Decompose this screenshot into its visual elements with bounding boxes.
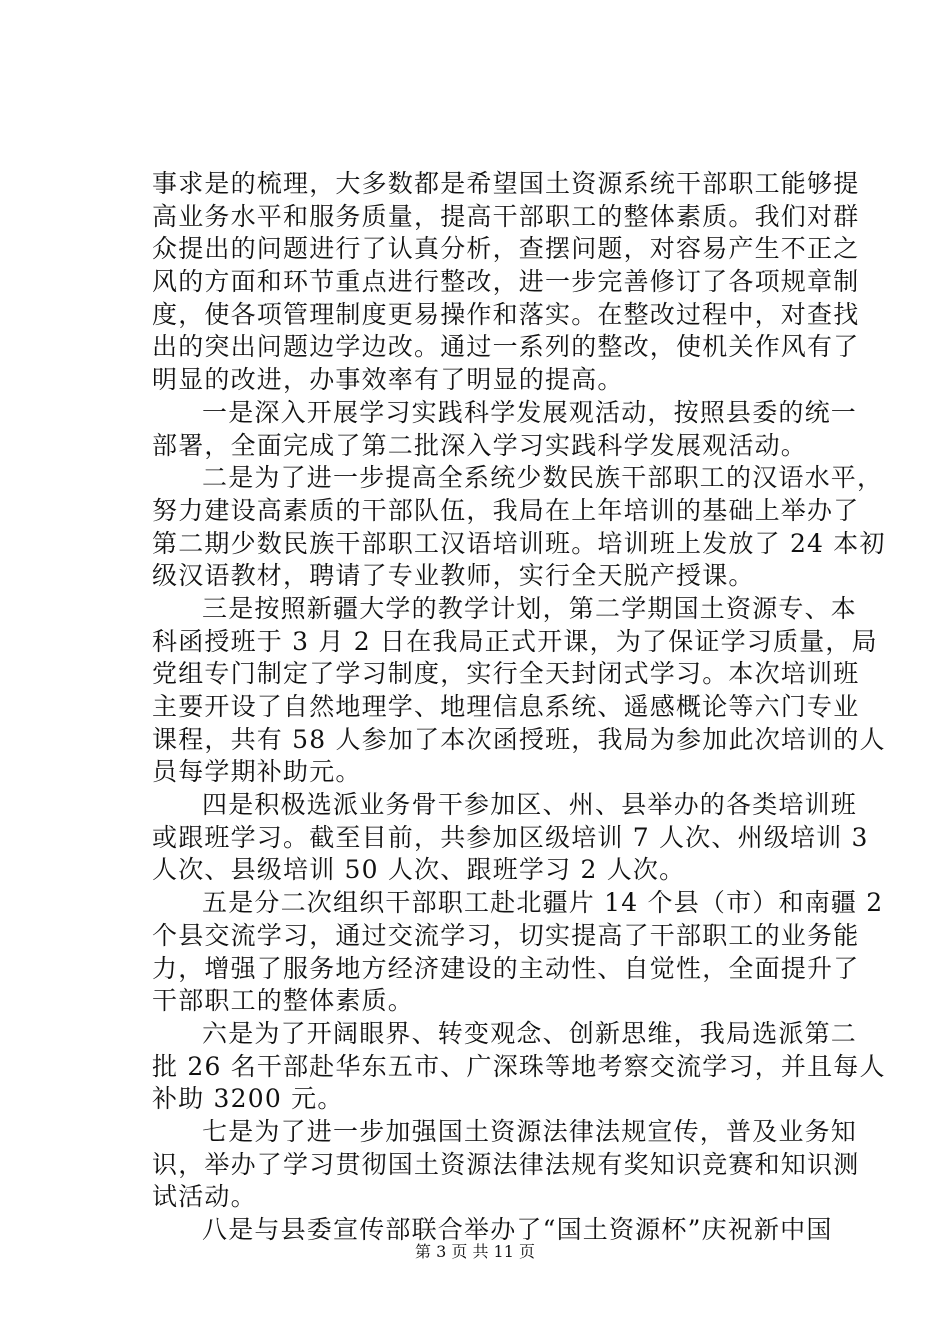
text-line: 六是为了开阔眼界、转变观念、创新思维，我局选派第二 [202,1018,858,1048]
text-line: 部署，全面完成了第二批深入学习实践科学发展观活动。 [152,430,808,460]
text-line: 干部职工的整体素质。 [152,986,415,1016]
text-line: 一是深入开展学习实践科学发展观活动，按照县委的统一 [202,397,858,427]
text-line: 众提出的问题进行了认真分析，查摆问题，对容易产生不正之 [152,234,860,264]
text-line: 人次、县级培训 50 人次、跟班学习 2 人次。 [152,855,686,885]
text-line: 七是为了进一步加强国土资源法律法规宣传，普及业务知 [202,1116,858,1146]
page-footer: 第 3 页 共 11 页 [415,1242,535,1261]
text-line: 风的方面和环节重点进行整改，进一步完善修订了各项规章制 [152,267,860,297]
text-line: 四是积极选派业务骨干参加区、州、县举办的各类培训班 [202,790,858,820]
text-line: 高业务水平和服务质量，提高干部职工的整体素质。我们对群 [152,201,860,231]
text-line: 努力建设高素质的干部队伍，我局在上年培训的基础上举办了 [152,495,860,525]
text-line: 批 26 名干部赴华东五市、广深珠等地考察交流学习，并且每人 [152,1051,886,1081]
text-line: 员每学期补助元。 [152,757,362,787]
text-line: 出的突出问题边学边改。通过一系列的整改，使机关作风有了 [152,332,860,362]
text-line: 二是为了进一步提高全系统少数民族干部职工的汉语水平， [202,463,884,493]
text-line: 事求是的梳理，大多数都是希望国土资源系统干部职工能够提 [152,169,860,198]
text-line: 八是与县委宣传部联合举办了“国土资源杯”庆祝新中国 [202,1215,833,1244]
text-line: 科函授班于 3 月 2 日在我局正式开课，为了保证学习质量，局 [152,626,878,656]
paragraph [152,789,869,887]
text-line: 主要开设了自然地理学、地理信息系统、遥感概论等六门专业 [152,692,860,721]
text-line: 力，增强了服务地方经济建设的主动性、自觉性，全面提升了 [152,953,860,983]
paragraph [152,593,886,789]
text-line: 明显的改进，办事效率有了明显的提高。 [152,365,624,395]
text-line: 五是分二次组织干部职工赴北疆片 14 个县（市）和南疆 2 [202,888,884,918]
text-line: 试活动。 [152,1182,257,1212]
paragraph [152,462,886,593]
text-line: 补助 3200 元。 [152,1084,344,1114]
paragraph [152,397,858,462]
text-line: 个县交流学习，通过交流学习，切实提高了干部职工的业务能 [152,920,860,950]
paragraph [152,887,884,1018]
text-line: 或跟班学习。截至目前，共参加区级培训 7 人次、州级培训 3 [152,822,869,852]
text-line: 党组专门制定了学习制度，实行全天封闭式学习。本次培训班 [152,659,860,689]
paragraph [152,1018,886,1116]
text-line: 级汉语教材，聘请了专业教师，实行全天脱产授课。 [152,561,755,591]
text-line: 第二期少数民族干部职工汉语培训班。培训班上发放了 24 本初 [152,528,886,558]
text-line: 三是按照新疆大学的教学计划，第二学期国土资源专、本 [202,593,858,623]
text-line: 课程，共有 58 人参加了本次函授班，我局为参加此次培训的人 [152,724,886,754]
document-body [152,168,886,1247]
text-line: 度，使各项管理制度更易操作和落实。在整改过程中，对查找 [152,299,860,329]
paragraph [152,1116,860,1214]
paragraph [152,168,860,397]
text-line: 识，举办了学习贯彻国土资源法律法规有奖知识竞赛和知识测 [152,1149,860,1179]
